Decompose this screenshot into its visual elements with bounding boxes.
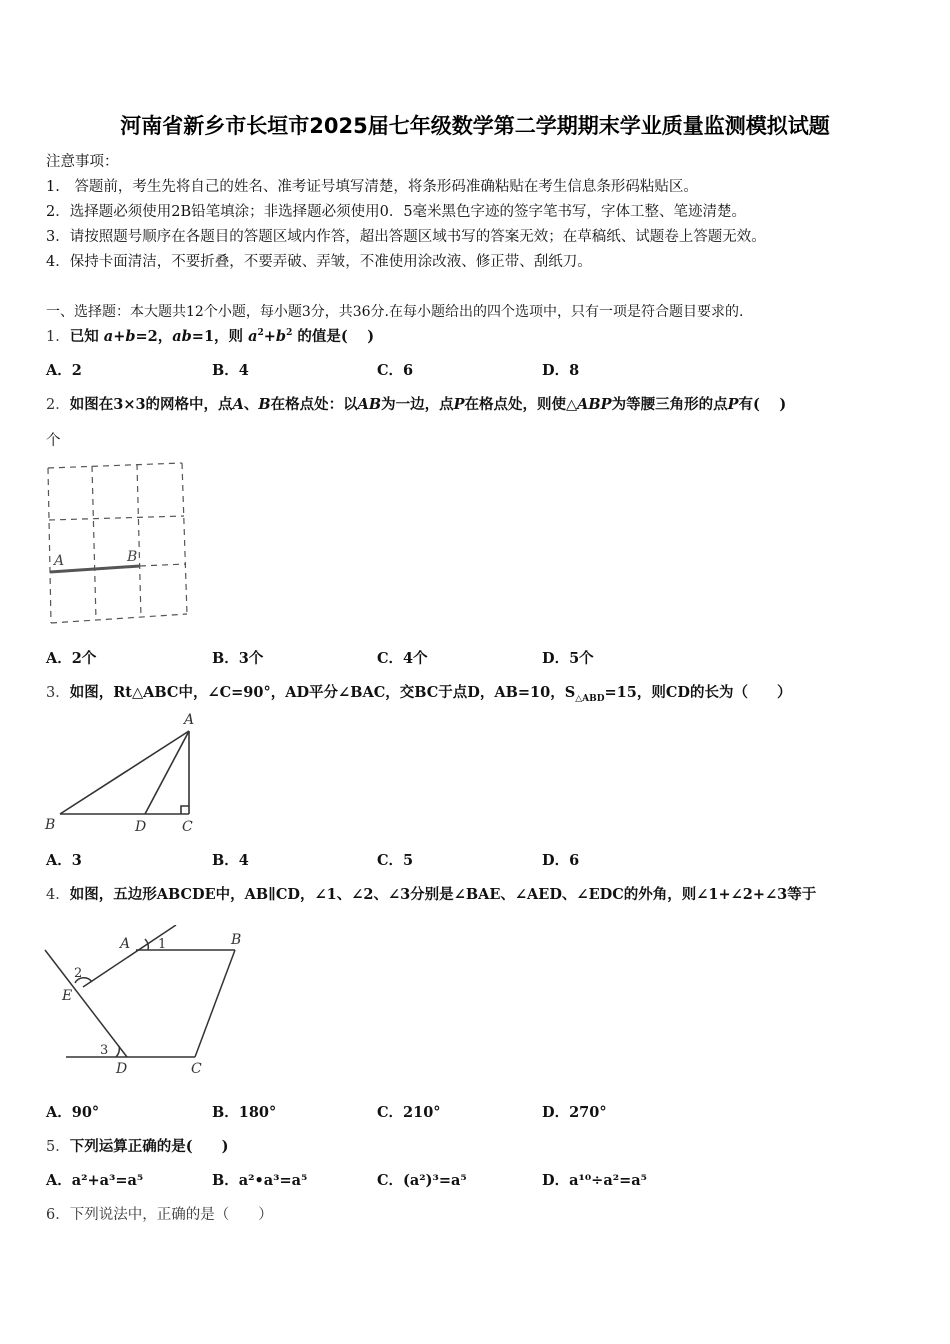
q2-option-d: D．5个 xyxy=(542,650,594,667)
q2-option-a: A．2个 xyxy=(46,650,97,667)
q1-option-b: B．4 xyxy=(212,362,249,379)
svg-text:B: B xyxy=(45,817,56,833)
notice-item-1: 1. 答题前，考生先将自己的姓名、准考证号填写清楚，将条形码准确粘贴在考生信息条形码粘贴区。 xyxy=(46,179,698,195)
svg-text:D: D xyxy=(116,1061,128,1077)
notice-heading: 注意事项： xyxy=(46,154,119,170)
svg-text:2: 2 xyxy=(74,966,83,981)
svg-text:1: 1 xyxy=(158,937,167,952)
q2-option-b: B．3个 xyxy=(212,650,264,667)
notice-item-3: 3．请按照题号顺序在各题目的答题区域内作答，超出答题区域书写的答案无效；在草稿纸、试题卷上答题无效。 xyxy=(46,229,766,245)
q5-option-d: D．a¹⁰÷a²=a⁵ xyxy=(542,1172,647,1189)
q5-option-b: B．a²•a³=a⁵ xyxy=(212,1172,308,1189)
svg-text:3: 3 xyxy=(100,1043,109,1058)
q4-option-d: D．270° xyxy=(542,1104,607,1121)
label-a: A xyxy=(54,553,65,569)
section-heading: 一、选择题：本大题共12个小题，每小题3分，共36分.在每小题给出的四个选项中，只有一项是符合题目要求的. xyxy=(46,304,744,320)
notice-item-4: 4．保持卡面清洁，不要折叠，不要弄破、弄皱，不准使用涂改液、修正带、刮纸刀。 xyxy=(46,254,592,270)
q3-option-d: D．6 xyxy=(542,852,580,869)
triangle-figure xyxy=(40,710,210,840)
svg-text:A: A xyxy=(184,712,195,728)
question-5 xyxy=(46,1137,228,1157)
q3-option-b: B．4 xyxy=(212,852,249,869)
question-number: 5． xyxy=(46,1139,70,1155)
q2-option-c: C．4个 xyxy=(377,650,428,667)
question-6 xyxy=(46,1205,273,1225)
q4-option-c: C．210° xyxy=(377,1104,441,1121)
question-number: 3． xyxy=(46,685,70,701)
q1-option-c: C．6 xyxy=(377,362,414,379)
question-number: 1． xyxy=(46,329,70,345)
q5-option-a: A．a²+a³=a⁵ xyxy=(46,1172,144,1189)
grid-figure xyxy=(44,458,194,628)
question-4 xyxy=(46,885,816,905)
svg-text:C: C xyxy=(191,1061,202,1077)
question-2-wrap: 个 xyxy=(46,433,61,449)
question-1 xyxy=(46,327,374,347)
question-text: 如图，Rt△ABC中，∠C=90°，AD平分∠BAC，交BC于点D，AB=10，$S_{\triangle ABD}=15$，则CD的长为（ ） xyxy=(69,684,792,704)
q1-option-d: D．8 xyxy=(542,362,580,379)
label-b: B xyxy=(127,549,138,565)
question-3 xyxy=(46,683,791,703)
svg-text:D: D xyxy=(135,819,147,835)
question-number: 4． xyxy=(46,887,70,903)
q4-option-b: B．180° xyxy=(212,1104,277,1121)
q4-option-a: A．90° xyxy=(46,1104,100,1121)
q1-option-a: A．2 xyxy=(46,362,82,379)
q5-option-c: C．(a²)³=a⁵ xyxy=(377,1172,467,1189)
svg-text:C: C xyxy=(182,819,193,835)
svg-text:B: B xyxy=(231,932,242,948)
question-text: 下列运算正确的是( ) xyxy=(69,1138,229,1155)
question-2 xyxy=(46,395,786,415)
question-text: 下列说法中，正确的是（ ） xyxy=(69,1207,273,1223)
question-text: 如图，五边形ABCDE中，AB∥CD，∠1、∠2、∠3分别是∠BAE、∠AED、∠EDC的外角，则∠1+∠2+∠3等于 xyxy=(69,886,817,903)
document-title: 河南省新乡市长垣市2025届七年级数学第二学期期末学业质量监测模拟试题 xyxy=(120,114,830,138)
question-number: 6． xyxy=(46,1207,70,1223)
question-text: 已知 a+b=2，ab=1，则 $a^2+b^2$ 的值是( ) xyxy=(69,328,375,345)
q3-option-a: A．3 xyxy=(46,852,82,869)
q3-option-c: C．5 xyxy=(377,852,414,869)
pentagon-figure xyxy=(40,925,260,1080)
notice-item-2: 2．选择题必须使用2B铅笔填涂；非选择题必须使用0．5毫米黑色字迹的签字笔书写，字体工整、笔迹清楚。 xyxy=(46,204,747,220)
svg-text:A: A xyxy=(120,936,131,952)
svg-text:E: E xyxy=(62,988,73,1004)
question-number: 2． xyxy=(46,397,70,413)
question-text: 如图在3×3的网格中，点A、B在格点处：以AB为一边，点P在格点处，则使△ABP为等腰三角形的点P有( ) xyxy=(69,396,787,413)
